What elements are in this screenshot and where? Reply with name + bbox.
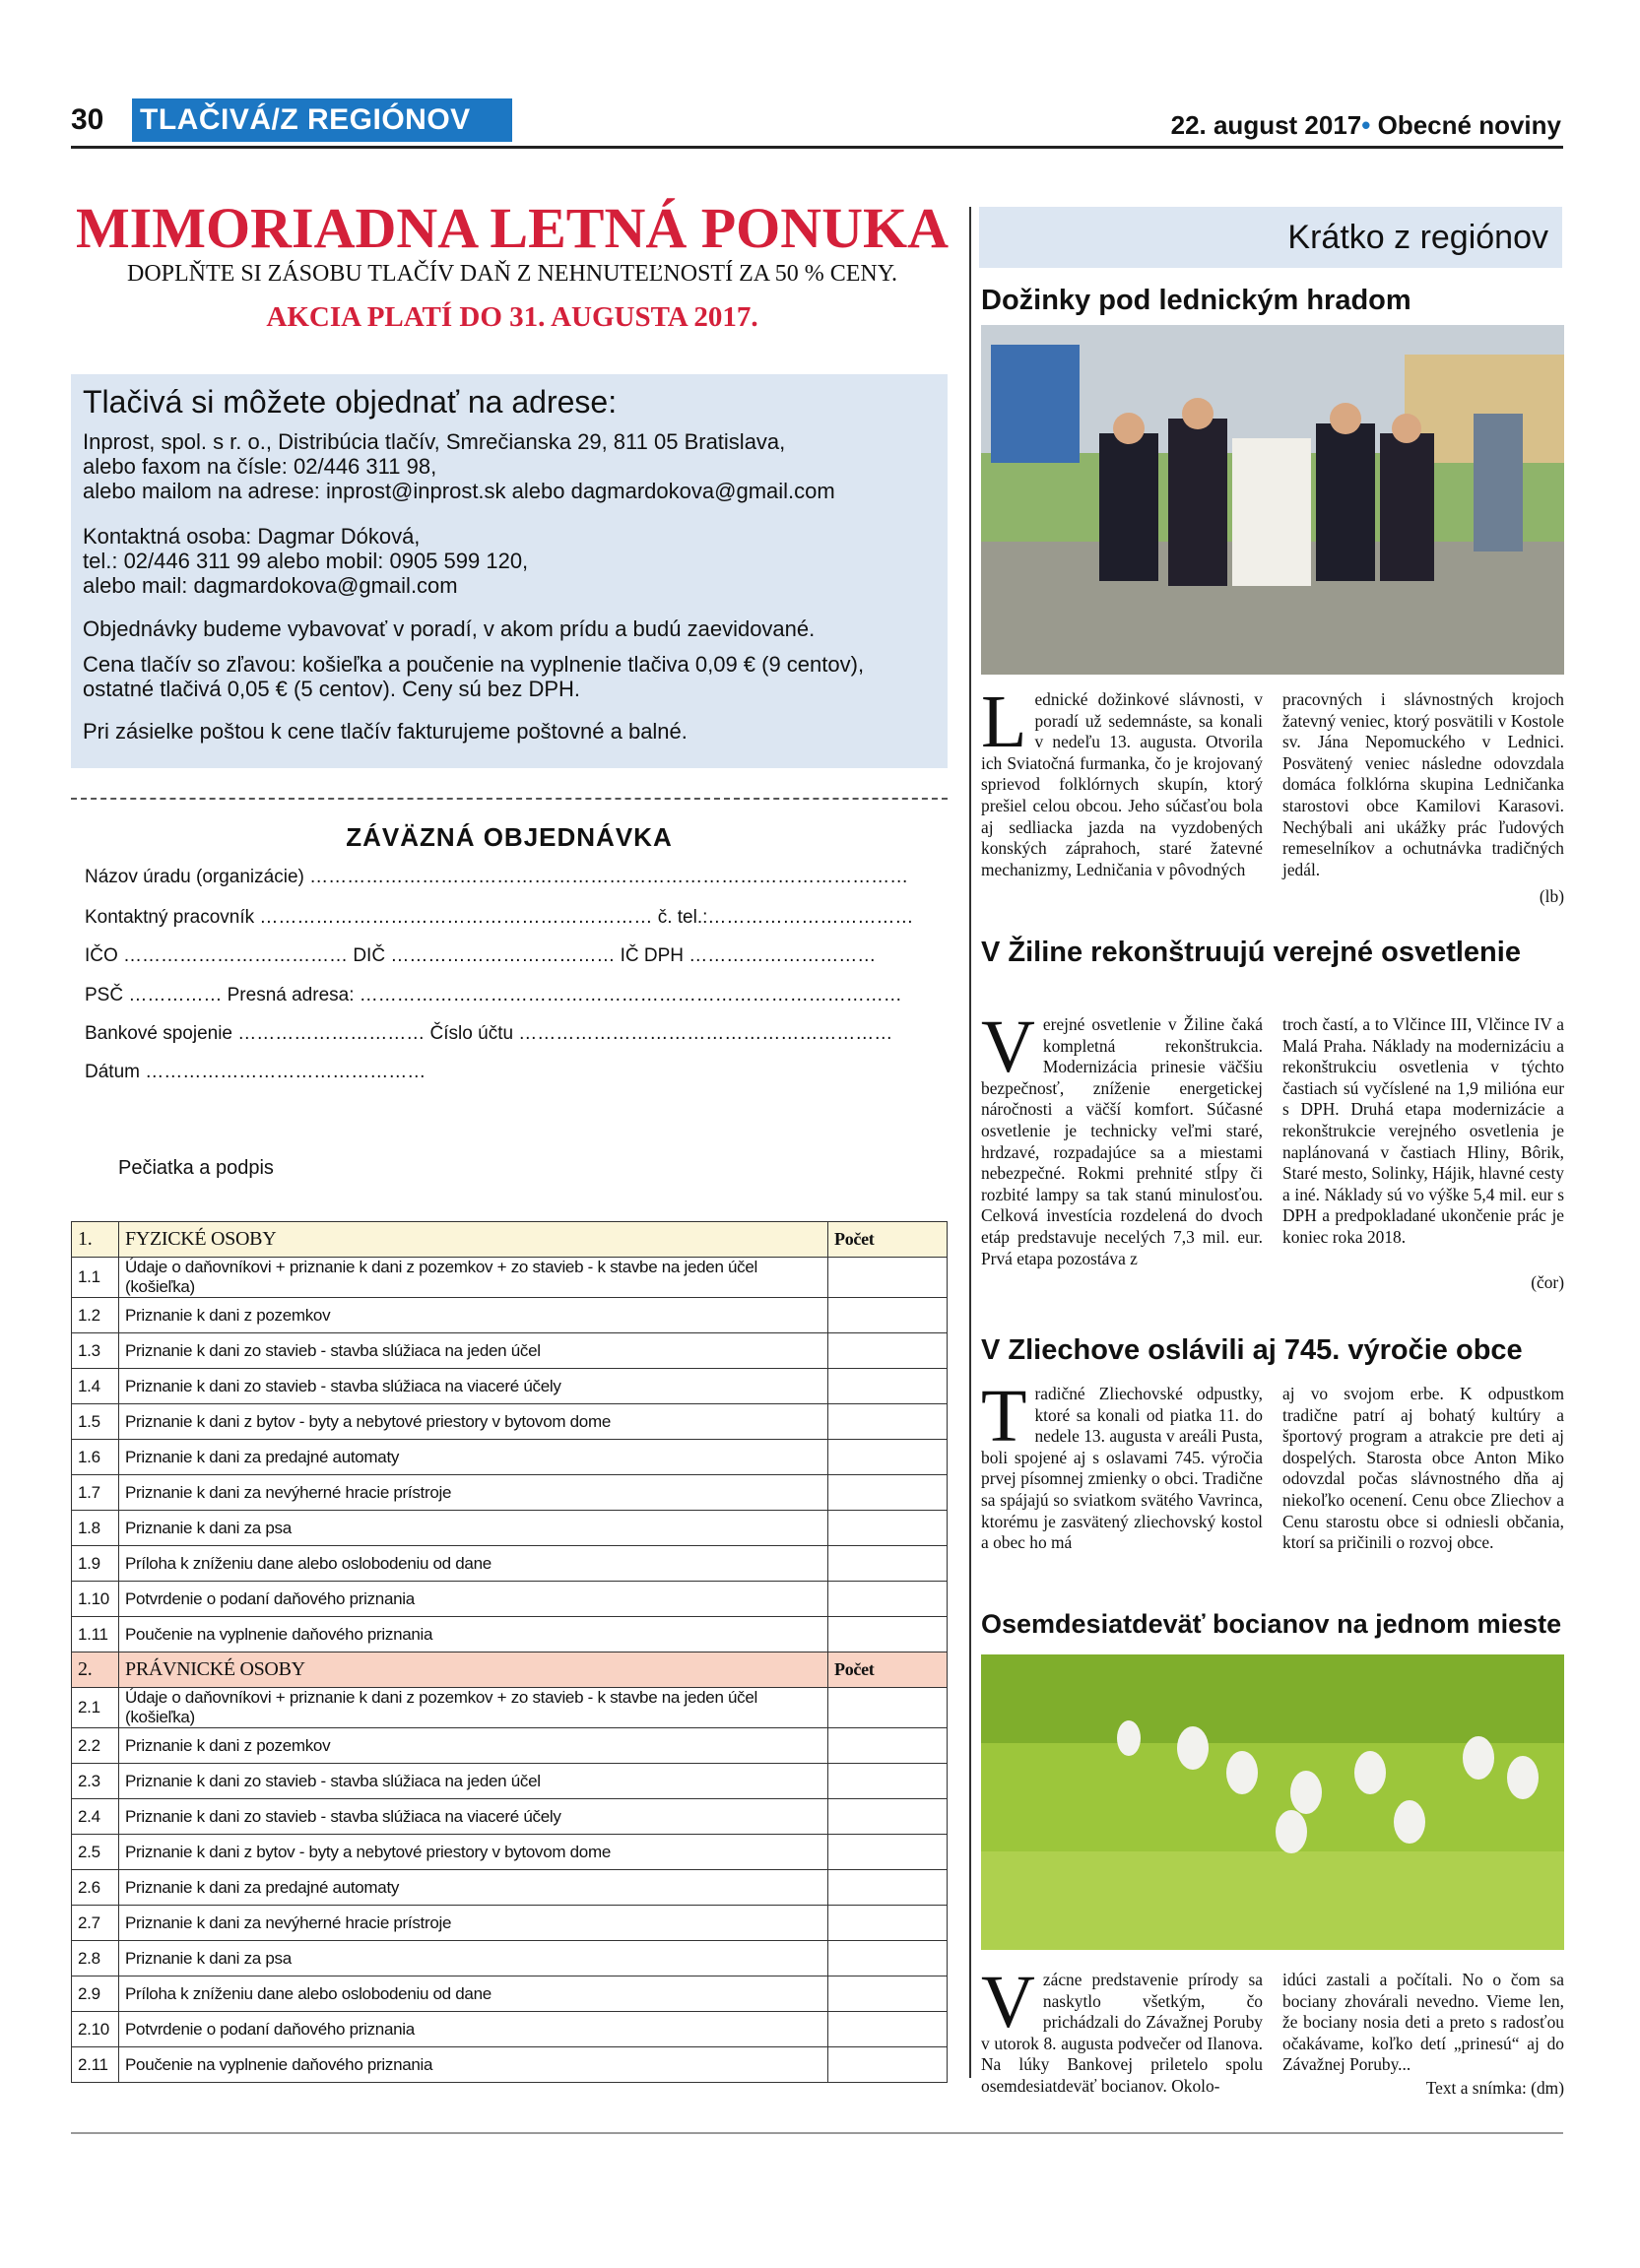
item-label: Údaje o daňovníkovi + priznanie k dani z pozemkov + zo stavieb - k stavbe na jeden účel (košieľka): [119, 1258, 828, 1298]
item-label: Priznanie k dani za nevýherné hracie prístroje: [119, 1906, 828, 1941]
section-title: PRÁVNICKÉ OSOBY: [119, 1652, 828, 1688]
item-number: 2.3: [72, 1764, 119, 1799]
item-label: Príloha k zníženiu dane alebo oslobodeniu od dane: [119, 1546, 828, 1582]
count-input[interactable]: [828, 1582, 948, 1617]
item-number: 2.10: [72, 2012, 119, 2047]
count-input[interactable]: [828, 1870, 948, 1906]
promo-subtitle: DOPLŇTE SI ZÁSOBU TLAČÍV DAŇ Z NEHNUTEĽNOSTÍ ZA 50 % CENY.: [127, 261, 897, 287]
promo-validity: AKCIA PLATÍ DO 31. AUGUSTA 2017.: [266, 301, 758, 333]
count-input[interactable]: [828, 1835, 948, 1870]
count-input[interactable]: [828, 1688, 948, 1728]
count-input[interactable]: [828, 1764, 948, 1799]
header-rule: [71, 146, 1563, 149]
table-row: [72, 1941, 948, 1976]
article-byline: (lb): [1539, 886, 1564, 906]
table-row: [72, 1475, 948, 1511]
table-section-row: [72, 1652, 948, 1688]
table-row: [72, 1799, 948, 1835]
address-title: Tlačivá si môžete objednať na adrese:: [83, 384, 618, 420]
item-number: 2.1: [72, 1688, 119, 1728]
form-field-ids[interactable]: IČO ……………………………… DIČ ……………………………… IČ DPH …………………………: [85, 945, 877, 966]
item-label: Poučenie na vyplnenie daňového priznania: [119, 1617, 828, 1652]
postage-line: Pri zásielke poštou k cene tlačív fakturujeme poštovné a balné.: [83, 719, 688, 744]
form-field-contact[interactable]: Kontaktný pracovník ……………………………………………………… č. tel.:……………………………: [85, 907, 914, 928]
item-label: Priznanie k dani zo stavieb - stavba slúžiaca na viaceré účely: [119, 1799, 828, 1835]
contact-line: Kontaktná osoba: Dagmar Dóková,: [83, 524, 421, 549]
article-text-col1: [981, 1375, 1263, 1554]
count-input[interactable]: [828, 1728, 948, 1764]
order-table-body: [72, 1222, 948, 2083]
count-input[interactable]: [828, 1976, 948, 2012]
table-row: [72, 1511, 948, 1546]
contact-line: alebo mail: dagmardokova@gmail.com: [83, 573, 458, 598]
column-title: [979, 207, 1562, 268]
table-row: [72, 1298, 948, 1333]
form-field-address[interactable]: PSČ …………… Presná adresa: ……………………………………………………………………………: [85, 985, 902, 1005]
item-label: Potvrdenie o podaní daňového priznania: [119, 2012, 828, 2047]
form-field-office[interactable]: Názov úradu (organizácie) ……………………………………………………………………………………: [85, 867, 909, 887]
price-line: Cena tlačív so zľavou: košieľka a poučenie na vyplnenie tlačiva 0,09 € (9 centov),: [83, 652, 865, 677]
dropcap: V: [981, 1005, 1035, 1088]
item-number: 2.4: [72, 1799, 119, 1835]
article-text-col1: [981, 1961, 1263, 2098]
count-input[interactable]: [828, 1404, 948, 1440]
article-text-col1: [981, 680, 1263, 880]
order-table: [71, 1221, 948, 2083]
item-label: Priznanie k dani za predajné automaty: [119, 1870, 828, 1906]
count-input[interactable]: [828, 2012, 948, 2047]
info-line: Objednávky budeme vybavovať v poradí, v akom prídu a budú zaevidované.: [83, 616, 816, 641]
table-row: [72, 1617, 948, 1652]
item-number: 2.11: [72, 2047, 119, 2083]
item-number: 1.11: [72, 1617, 119, 1652]
count-input[interactable]: [828, 1475, 948, 1511]
table-row: [72, 1258, 948, 1298]
item-label: Príloha k zníženiu dane alebo oslobodeniu od dane: [119, 1976, 828, 2012]
article-text-col2: idúci zastali a počítali. No o čom sa bociany zhovárali nevedno. Vieme len, že bociany nosia deti a preto s radosťou očakávame, koľko detí „prinesú“ aj do Závažnej Poruby...: [1282, 1970, 1564, 2075]
date-text: 22. august 2017: [1170, 110, 1362, 140]
table-row: [72, 1870, 948, 1906]
text: ednické dožinkové slávnosti, v poradí už sedemnáste, sa konali v nedeľu 13. augusta. Otvorila ich Sviatočná furmanka, čo je krojovaný sprievod folklórnych skupín, ktorý prešiel celou obcou. Jeho súčasťou bola aj sedliacka jazda na vyzdobených konských záprahoch, staré žatevné mechanizmy, Ledničania v pôvodných: [981, 689, 1263, 879]
article-byline: (čor): [1531, 1272, 1564, 1292]
item-label: Priznanie k dani za nevýherné hracie prístroje: [119, 1475, 828, 1511]
item-label: Priznanie k dani za psa: [119, 1941, 828, 1976]
count-input[interactable]: [828, 1369, 948, 1404]
count-input[interactable]: [828, 2047, 948, 2083]
address-line: Inprost, spol. s r. o., Distribúcia tlačív, Smrečianska 29, 811 05 Bratislava,: [83, 429, 786, 454]
folklore-procession-photo: [981, 325, 1564, 675]
item-number: 1.6: [72, 1440, 119, 1475]
dropcap: T: [981, 1375, 1027, 1458]
count-header: Počet: [828, 1222, 948, 1258]
column-divider: [969, 207, 971, 2078]
item-number: 1.2: [72, 1298, 119, 1333]
count-input[interactable]: [828, 1333, 948, 1369]
address-line: alebo faxom na čísle: 02/446 311 98,: [83, 454, 437, 479]
table-row: [72, 1333, 948, 1369]
article-text-col2: troch častí, a to Vlčince III, Vlčince IV a Malá Praha. Náklady na modernizáciu a rekonštrukciu osvetlenia v týchto častiach sú vyčíslené na 1,9 milióna eur s DPH. Druhá etapa modernizácie a rekonštrukcie verejného osvetlenia je naplánovaná v častiach Hliny, Bôrik, Staré mesto, Solinky, Hájik, hlavné cesty a iné. Náklady sú vo výške 5,4 mil. eur s DPH a predpokladané ukončenie prác je koniec roka 2018.: [1282, 1014, 1564, 1247]
item-label: Priznanie k dani z pozemkov: [119, 1298, 828, 1333]
item-label: Priznanie k dani zo stavieb - stavba slúžiaca na jeden účel: [119, 1764, 828, 1799]
item-label: Potvrdenie o podaní daňového priznania: [119, 1582, 828, 1617]
count-input[interactable]: [828, 1799, 948, 1835]
item-label: Priznanie k dani zo stavieb - stavba slúžiaca na viaceré účely: [119, 1369, 828, 1404]
footer-rule: [71, 2132, 1563, 2134]
dropcap: V: [981, 1961, 1035, 2043]
item-number: 2.7: [72, 1906, 119, 1941]
item-number: 2.8: [72, 1941, 119, 1976]
section-title: FYZICKÉ OSOBY: [119, 1222, 828, 1258]
item-number: 1.4: [72, 1369, 119, 1404]
issue-date: [1171, 110, 1561, 141]
column-title-text: Krátko z regiónov: [1287, 219, 1548, 256]
item-number: 1.7: [72, 1475, 119, 1511]
item-label: Údaje o daňovníkovi + priznanie k dani z pozemkov + zo stavieb - k stavbe na jeden účel (košieľka): [119, 1688, 828, 1728]
cut-line: [71, 798, 948, 800]
item-label: Poučenie na vyplnenie daňového priznania: [119, 2047, 828, 2083]
article-headline: Dožinky pod lednickým hradom: [981, 285, 1411, 316]
item-number: 1.3: [72, 1333, 119, 1369]
section-number: 1.: [72, 1222, 119, 1258]
table-row: [72, 2047, 948, 2083]
article-text-col2: pracovných i slávnostných krojoch žatevný veniec, ktorý posvätili v Kostole sv. Jána Nepomuckého v Lednici. Posvätený veniec následne odovzdala domáca folklórna skupina Ledničanka starostovi obce Kamilovi Karasovi. Nechýbali ani ukážky prác ľudových remeselníkov a ochutnávka tradičných jedál.: [1282, 689, 1564, 879]
stamp-signature-label: Pečiatka a podpis: [118, 1157, 274, 1179]
count-input[interactable]: [828, 1298, 948, 1333]
item-label: Priznanie k dani zo stavieb - stavba slúžiaca na jeden účel: [119, 1333, 828, 1369]
item-label: Priznanie k dani z bytov - byty a nebytové priestory v bytovom dome: [119, 1835, 828, 1870]
form-field-bank[interactable]: Bankové spojenie ………………………… Číslo účtu ……………………………………………………: [85, 1023, 893, 1044]
item-number: 2.9: [72, 1976, 119, 2012]
table-row: [72, 1728, 948, 1764]
item-label: Priznanie k dani za predajné automaty: [119, 1440, 828, 1475]
count-input[interactable]: [828, 1546, 948, 1582]
article-byline: Text a snímka: (dm): [1425, 2078, 1564, 2098]
table-row: [72, 1906, 948, 1941]
item-label: Priznanie k dani za psa: [119, 1511, 828, 1546]
text: erejné osvetlenie v Žiline čaká kompletná rekonštrukcia. Modernizácia prinesie väčšiu bezpečnosť, zníženie energetickej náročnosti a väčší komfort. Súčasné osvetlenie je technicky veľmi staré, hrdzavé, rozpadajúce sa a miestami nebezpečné. Rokmi prehnité stĺpy či rozbité lampy sa tak stanú minulosťou. Celková investícia rozdelená do dvoch etáp predstavuje necelých 7,3 mil. eur. Prvá etapa pozostáva z: [981, 1014, 1263, 1268]
table-section-row: [72, 1222, 948, 1258]
text: radičné Zliechovské odpustky, ktoré sa konali od piatka 11. do nedele 13. augusta v areáli Pusta, boli spojené aj s oslavami 745. výročia prvej písomnej zmienky o obci. Tradične sa spájajú so sviatkom svätého Vavrinca, ktorému je zasvätený zliechovský kostol a obec ho má: [981, 1384, 1263, 1553]
item-number: 2.6: [72, 1870, 119, 1906]
promo-title: MIMORIADNA LETNÁ PONUKA: [75, 196, 950, 260]
table-row: [72, 1404, 948, 1440]
table-row: [72, 1835, 948, 1870]
count-header: Počet: [828, 1652, 948, 1688]
item-number: 1.9: [72, 1546, 119, 1582]
table-row: [72, 1976, 948, 2012]
count-input[interactable]: [828, 1511, 948, 1546]
item-number: 1.5: [72, 1404, 119, 1440]
item-label: Priznanie k dani z pozemkov: [119, 1728, 828, 1764]
item-number: 1.10: [72, 1582, 119, 1617]
storks-meadow-photo: [981, 1654, 1564, 1950]
item-number: 2.5: [72, 1835, 119, 1870]
table-row: [72, 1582, 948, 1617]
article-headline: V Zliechove oslávili aj 745. výročie obce: [981, 1334, 1523, 1366]
bullet: •: [1361, 110, 1371, 140]
table-row: [72, 1546, 948, 1582]
address-line: alebo mailom na adrese: inprost@inprost.sk alebo dagmardokova@gmail.com: [83, 479, 835, 503]
price-line: ostatné tlačivá 0,05 € (5 centov). Ceny sú bez DPH.: [83, 677, 581, 701]
count-input[interactable]: [828, 1440, 948, 1475]
table-row: [72, 1764, 948, 1799]
item-number: 2.2: [72, 1728, 119, 1764]
item-number: 1.8: [72, 1511, 119, 1546]
section-number: 2.: [72, 1652, 119, 1688]
article-text-col1: [981, 1005, 1263, 1269]
order-form-title: ZÁVÄZNÁ OBJEDNÁVKA: [346, 822, 673, 852]
form-field-date[interactable]: Dátum ………………………………………: [85, 1062, 426, 1082]
paper-name: Obecné noviny: [1377, 110, 1561, 140]
article-text-col2: aj vo svojom erbe. K odpustkom tradične patrí aj bohatý kultúry a športový program a atrakcie pre deti aj dospelých. Starosta obce Anton Miko odovzdal počas slávnostného dňa aj niekoľko ocenení. Cenu obce Zliechov a Cenu starostu obce si odniesli občania, ktorí sa pričinili o rozvoj obce.: [1282, 1384, 1564, 1553]
table-row: [72, 1440, 948, 1475]
table-row: [72, 1369, 948, 1404]
contact-line: tel.: 02/446 311 99 alebo mobil: 0905 599 120,: [83, 549, 529, 573]
item-number: 1.1: [72, 1258, 119, 1298]
count-input[interactable]: [828, 1258, 948, 1298]
count-input[interactable]: [828, 1941, 948, 1976]
table-row: [72, 1688, 948, 1728]
address-box: [71, 374, 948, 768]
page-number: 30: [71, 103, 104, 136]
count-input[interactable]: [828, 1617, 948, 1652]
item-label: Priznanie k dani z bytov - byty a nebytové priestory v bytovom dome: [119, 1404, 828, 1440]
dropcap: L: [981, 680, 1027, 763]
article-headline: V Žiline rekonštruujú verejné osvetlenie: [981, 937, 1521, 968]
section-title: TLAČIVÁ/Z REGIÓNOV: [132, 98, 512, 142]
text: zácne predstavenie prírody sa naskytlo všetkým, čo prichádzali do Závažnej Poruby v utorok 8. augusta podvečer od Ilanova. Na lúky Bankovej priletelo spolu osemdesiatdeväť bocianov. Okolo-: [981, 1970, 1263, 2096]
article-headline: Osemdesiatdeväť bocianov na jednom mieste: [981, 1609, 1562, 1639]
table-row: [72, 2012, 948, 2047]
count-input[interactable]: [828, 1906, 948, 1941]
